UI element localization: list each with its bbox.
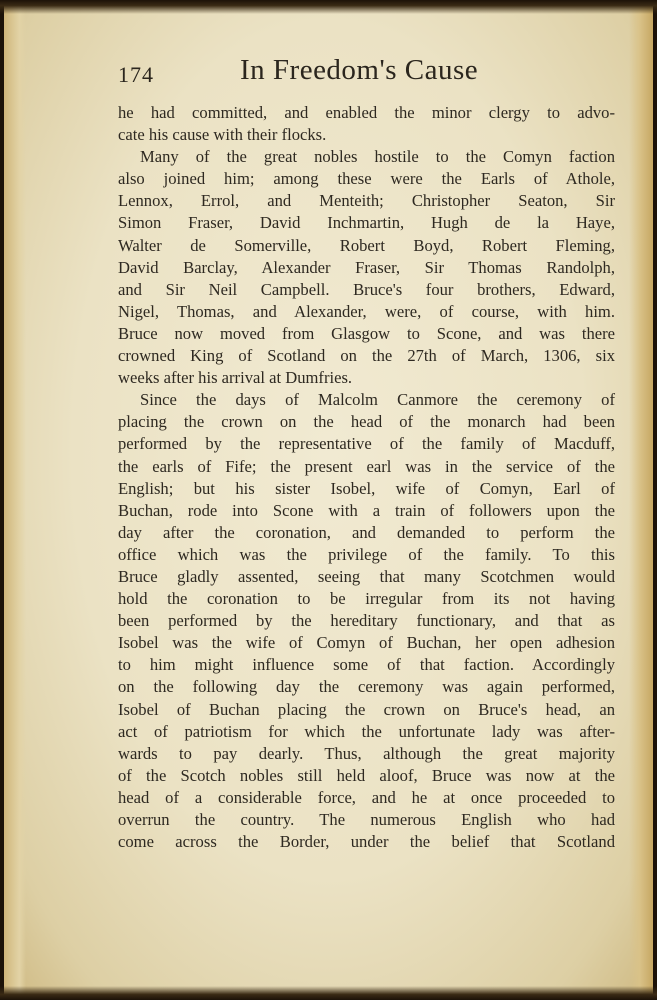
text-line: and Sir Neil Campbell. Bruce's four brothers, Edward, bbox=[118, 279, 615, 299]
text-line: been performed by the hereditary functionary, and that as bbox=[118, 611, 615, 631]
text-line: Isobel of Buchan placing the crown on Bruce's head, an bbox=[118, 699, 615, 719]
text-line: on the following day the ceremony was again performed, bbox=[118, 677, 615, 697]
text-line: come across the Border, under the belief that Scotland bbox=[118, 832, 615, 852]
page-edge-right bbox=[629, 0, 653, 1000]
text-line: head of a considerable force, and he at once proceeded to bbox=[118, 787, 615, 807]
text-line: David Barclay, Alexander Fraser, Sir Thomas Randolph, bbox=[118, 257, 615, 277]
page-edge-top bbox=[0, 0, 657, 14]
page-edge-left bbox=[4, 0, 26, 1000]
text-line: overrun the country. The numerous English who had bbox=[118, 810, 615, 829]
page-number: 174 bbox=[118, 62, 154, 87]
text-line: of the Scotch nobles still held aloof, Bruce was now at the bbox=[118, 765, 615, 785]
text-line: hold the coronation to be irregular from its not having bbox=[118, 589, 615, 609]
text-line: English; but his sister Isobel, wife of Comyn, Earl of bbox=[118, 478, 615, 498]
text-line: Bruce now moved from Glasgow to Scone, and was there bbox=[118, 323, 615, 343]
text-line: he had committed, and enabled the minor clergy to advo- bbox=[118, 103, 615, 122]
text-line: day after the coronation, and demanded to perform the bbox=[118, 522, 615, 542]
text-line: Buchan, rode into Scone with a train of followers upon the bbox=[118, 500, 615, 520]
text-line: to him might influence some of that faction. Accordingly bbox=[118, 655, 615, 675]
text-line: office which was the privilege of the family. To this bbox=[118, 544, 615, 564]
text-line: placing the crown on the head of the monarch had been bbox=[118, 412, 615, 432]
text-line: Since the days of Malcolm Canmore the ceremony of bbox=[140, 390, 615, 410]
text-line: Bruce gladly assented, seeing that many Scotchmen would bbox=[118, 566, 615, 586]
page-edge-bottom bbox=[0, 986, 657, 1000]
text-line: Lennox, Errol, and Menteith; Christopher Seaton, Sir bbox=[118, 191, 615, 211]
page-title: In Freedom's Cause bbox=[240, 54, 479, 86]
text-line: Simon Fraser, David Inchmartin, Hugh de la Haye, bbox=[118, 213, 615, 233]
text-line: weeks after his arrival at Dumfries. bbox=[118, 368, 353, 388]
text-line: Nigel, Thomas, and Alexander, were, of course, with him. bbox=[118, 301, 615, 321]
text-line: cate his cause with their flocks. bbox=[118, 125, 327, 145]
text-line: also joined him; among these were the Earls of Athole, bbox=[118, 169, 615, 189]
text-line: the earls of Fife; the present earl was in the service of the bbox=[118, 456, 615, 476]
text-line: act of patriotism for which the unfortunate lady was after- bbox=[118, 721, 615, 741]
text-line: wards to pay dearly. Thus, although the great majority bbox=[118, 743, 615, 763]
text-line: performed by the representative of the family of Macduff, bbox=[118, 434, 615, 454]
body-text bbox=[118, 102, 615, 853]
text-line: Walter de Somerville, Robert Boyd, Robert Fleming, bbox=[118, 235, 615, 255]
running-head bbox=[118, 52, 618, 96]
text-line: crowned King of Scotland on the 27th of March, 1306, six bbox=[118, 346, 615, 366]
text-line: Many of the great nobles hostile to the Comyn faction bbox=[140, 147, 615, 167]
text-line: Isobel was the wife of Comyn of Buchan, her open adhesion bbox=[118, 633, 615, 653]
